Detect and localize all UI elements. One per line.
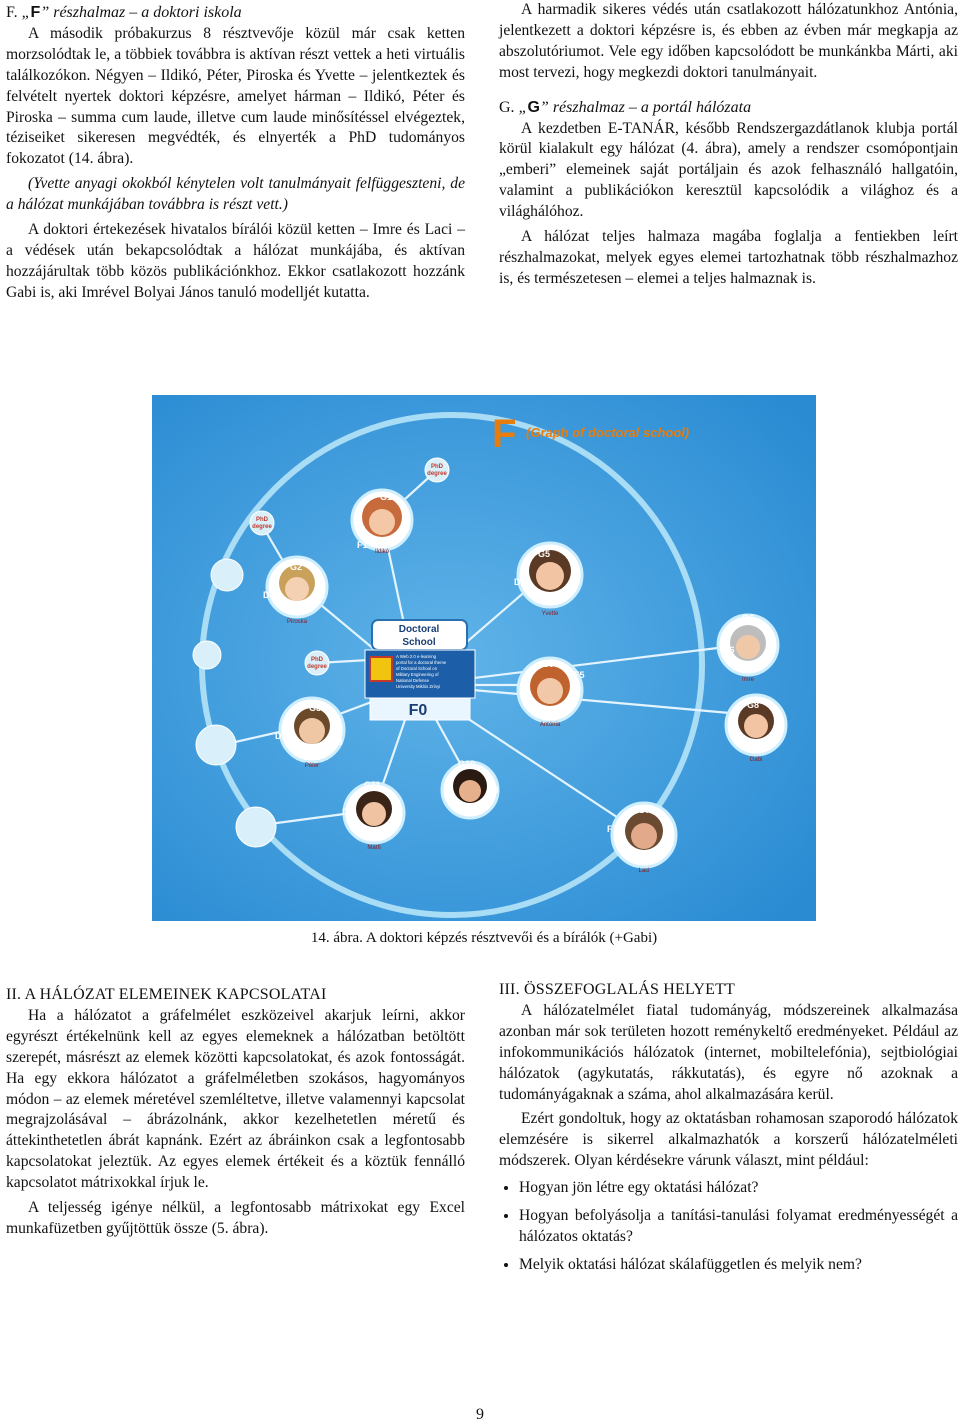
list-item: • Hogyan jön létre egy oktatási hálózat? bbox=[519, 1178, 958, 1199]
svg-text:D6: D6 bbox=[263, 590, 275, 600]
svg-text:Imre: Imre bbox=[742, 677, 754, 683]
page-number: 9 bbox=[476, 1406, 484, 1423]
question-list bbox=[499, 1178, 958, 1276]
svg-text:G1: G1 bbox=[380, 492, 393, 502]
svg-text:degree: degree bbox=[427, 471, 447, 477]
paragraph: Ezért gondoltuk, hogy az oktatásban rohamosan szaporodó hálózatok elemzésére is sikerrel alkalmazhatók a korszerű hálózatelméleti módszerek. Olyan kérdésekre várunk választ, mint például: bbox=[499, 1110, 958, 1170]
svg-text:F8: F8 bbox=[488, 785, 499, 795]
paragraph: A harmadik sikeres védés után csatlakozott hálózatunkhoz Antónia, jelentkezett a doktori képzésre is, és ebben az évben már megkapja az abszolutóriumot. Vele egy időben kapcsolódott be munkánkba Márti, aki most tervezi, hogy megkezdi doktori tanulmányait. bbox=[499, 1, 958, 81]
left-top-column bbox=[6, 3, 465, 304]
svg-text:Gabi: Gabi bbox=[749, 757, 763, 763]
svg-text:University Miklós Zrínyi: University Miklós Zrínyi bbox=[396, 684, 441, 689]
paragraph: A teljesség igénye nélkül, a legfontosabb mátrixokat egy Excel munkafüzetben gyűjtöttük össze (5. ábra). bbox=[6, 1199, 465, 1237]
svg-text:of Doctoral School on: of Doctoral School on bbox=[396, 666, 438, 671]
figure-big-letter: F bbox=[492, 412, 517, 456]
svg-text:Ildikó: Ildikó bbox=[374, 549, 390, 555]
svg-text:Laci: Laci bbox=[638, 868, 650, 874]
svg-text:G9: G9 bbox=[542, 659, 555, 669]
svg-text:F4: F4 bbox=[568, 579, 579, 589]
paragraph: A kezdetben E-TANÁR, később Rendszergazdátlanok klubja portál körül kialakult egy hálózat (4. ábra), amely a rendszer csomópontjain „emberi” elemeinek saját portáljain és azok felhasználó hallgatóin, valamint a publikációkon keresztül kapcsolódik a világhoz és a világhálóhoz. bbox=[499, 119, 958, 221]
list-item: • Hogyan befolyásolja a tanítási-tanulási folyamat eredményességét a hálózatos oktatás? bbox=[519, 1206, 958, 1248]
section-ii-title: II. A HÁLÓZAT ELEMEINEK KAPCSOLATAI bbox=[6, 986, 327, 1003]
right-top-column bbox=[499, 0, 958, 290]
svg-text:PhD: PhD bbox=[431, 464, 443, 470]
svg-text:D8: D8 bbox=[342, 807, 354, 817]
svg-text:Yvette: Yvette bbox=[541, 611, 559, 617]
svg-text:G10: G10 bbox=[458, 759, 476, 769]
svg-text:School: School bbox=[402, 637, 436, 648]
svg-text:Doctoral: Doctoral bbox=[398, 624, 440, 635]
svg-text:portal for a doctoral theme: portal for a doctoral theme bbox=[396, 660, 447, 665]
svg-text:G8: G8 bbox=[747, 700, 760, 710]
svg-text:F2: F2 bbox=[315, 590, 326, 600]
figure-subtitle: (Graph of doctoral school) bbox=[526, 425, 690, 440]
svg-text:degree: degree bbox=[307, 664, 327, 670]
figure-14-network-graph bbox=[152, 395, 816, 921]
section-f-heading: F. „F” részhalmaz – a doktori iskola bbox=[6, 4, 242, 21]
svg-text:Military Engineering of: Military Engineering of bbox=[396, 672, 439, 677]
svg-text:Piroska: Piroska bbox=[286, 619, 308, 625]
paragraph: Ha a hálózatot a gráfelmélet eszközeivel akarjuk leírni, akkor egyrészt értékelnünk kell az egyes elemeknek a hálózatban betöltött szerepét, másrészt az elemek közötti kapcsolatokat, és azok fontosságát. Ha egy ekkora hálózatot a gráfelméletben szokásos, hagyományos módon – az elemek méretével szemléltetve, illetve valamennyi kapcsolat megrajzolásával – ábrázolnánk, akkor kezelhetetlen méretű és áttekinthetetlen ábrát kapnánk. Ezért az ábráinkon csak a legfontosabb kapcsolatokat jeleztük. Az egyes elemek értékeit és a köztük fennálló kapcsolatot mátrixokkal írjuk le. bbox=[6, 1006, 465, 1192]
doctoral-school-center-node bbox=[365, 620, 475, 720]
svg-text:G7: G7 bbox=[638, 805, 651, 815]
svg-text:F6: F6 bbox=[724, 645, 735, 655]
svg-text:D3: D3 bbox=[514, 577, 526, 587]
figure-caption: 14. ábra. A doktori képzés résztvevői és a bírálók (+Gabi) bbox=[310, 930, 658, 946]
paragraph-note: (Yvette anyagi okokból kénytelen volt tanulmányait felfüggeszteni, de a hálózat munkájában továbbra is részt vett.) bbox=[6, 175, 465, 214]
right-bottom-column bbox=[499, 980, 958, 1283]
svg-text:F3: F3 bbox=[332, 737, 343, 747]
list-item: • Melyik oktatási hálózat skálafüggetlen és melyik nem? bbox=[519, 1255, 958, 1276]
section-g-heading: G. „G” részhalmaz – a portál hálózata bbox=[499, 98, 752, 116]
svg-text:National Defense: National Defense bbox=[396, 678, 429, 683]
svg-text:Antónia: Antónia bbox=[539, 722, 561, 728]
svg-text:F0: F0 bbox=[408, 702, 428, 719]
svg-text:F7: F7 bbox=[607, 824, 618, 834]
paragraph: A hálózat teljes halmaza magába foglalja a fentiekben leírt részhalmazokat, melyek egyes elemei tartozhatnak több részhalmazhoz is, és természetesen – elemei a teljes halmaznak is. bbox=[499, 228, 958, 287]
paragraph: A doktori értekezések hivatalos bírálói közül ketten – Imre és Laci – a védések után bekapcsolódtak a hálózat munkájába, és aktívan hozzájárultak több közös publikációnkhoz. Ekkor csatlakozott hozzánk Gabi is, aki Imrével Bolyai János tanuló modelljét kutatta. bbox=[6, 221, 465, 301]
svg-text:Péter: Péter bbox=[304, 763, 320, 769]
svg-text:F5: F5 bbox=[574, 670, 585, 680]
left-bottom-column bbox=[6, 985, 465, 1240]
svg-text:G11: G11 bbox=[364, 780, 381, 790]
section-iii-title: III. ÖSSZEFOGLALÁS HELYETT bbox=[499, 981, 736, 998]
svg-text:G6: G6 bbox=[742, 613, 755, 623]
svg-text:degree: degree bbox=[252, 524, 272, 530]
paragraph: A második próbakurzus 8 résztvevője közül már csak ketten morzsolódtak le, a többiek továbbra is aktívan részt vettek a heti virtuális találkozókon. Négyen – Ildikó, Péter, Piroska és Yvette – jelentkeztek és felvételt nyertek doktori képzésre, amelyet hárman – Ildikó, Péter és Piroska – summa cum laude, illetve cum laude minősítéssel elvégeztek, téziseiket sikeresen megvédték, és elnyerték a PhD tudományos fokozatot (14. ábra). bbox=[6, 24, 465, 168]
svg-text:Márti: Márti bbox=[367, 845, 381, 851]
svg-text:PhD: PhD bbox=[256, 517, 268, 523]
svg-text:G3: G3 bbox=[309, 703, 322, 713]
paragraph: A hálózatelmélet fiatal tudományág, módszereinek alkalmazása azonban már sok területen hozott reménykeltő eredményeket. Például az infokommunikációs hálózatok (internet, mobiltelefónia), sejtbiológiai hálózatok (agykutatás, rákkutatás), és egyre nő azoknak a tudományágaknak a száma, ahol alkalmazására kerül. bbox=[499, 1001, 958, 1103]
svg-text:F1: F1 bbox=[357, 540, 368, 550]
svg-text:PhD: PhD bbox=[311, 657, 323, 663]
svg-text:A Web 2.0 e-learning: A Web 2.0 e-learning bbox=[396, 654, 437, 659]
svg-text:G2: G2 bbox=[290, 562, 303, 572]
svg-text:G5: G5 bbox=[538, 549, 551, 559]
svg-text:D1: D1 bbox=[275, 731, 287, 741]
